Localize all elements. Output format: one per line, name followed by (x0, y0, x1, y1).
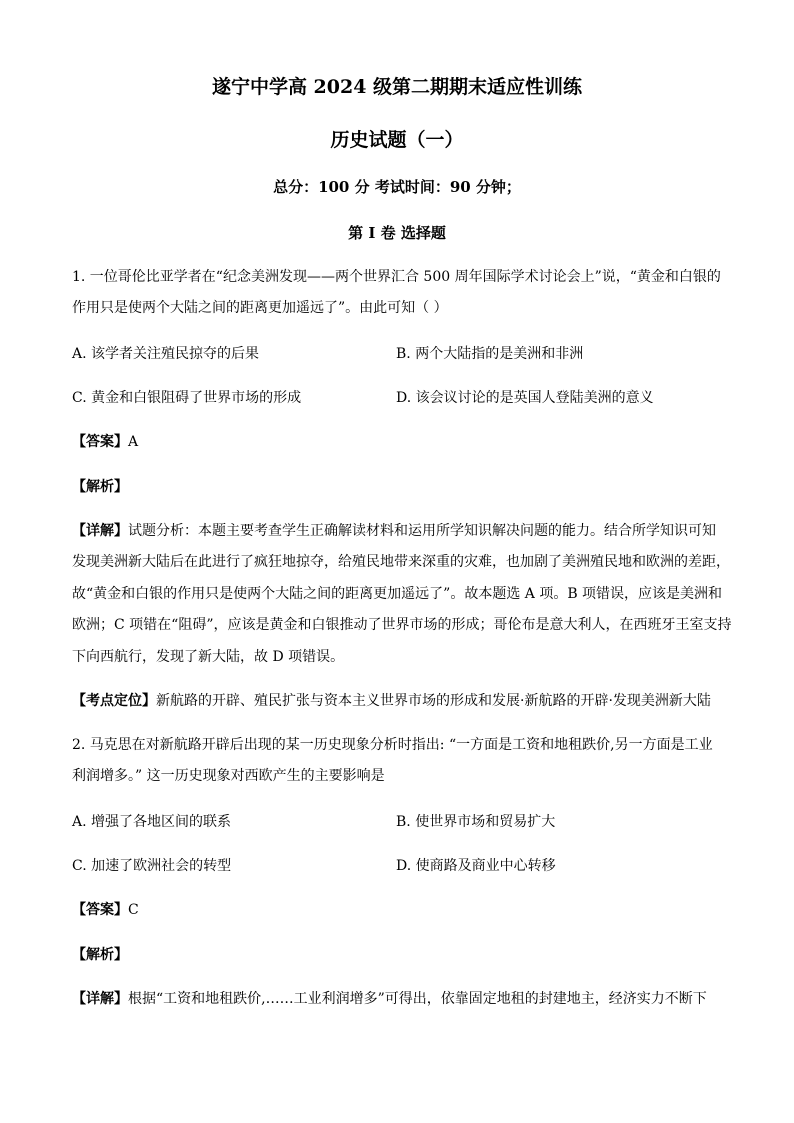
q1-stem-line-2: 作用只是使两个大陆之间的距离更加遥远了”。由此可知（ ） (72, 300, 448, 316)
q1-detail-line-5: 下向西航行，发现了新大陆，故 D 项错误。 (72, 649, 345, 665)
q1-answer (72, 431, 138, 451)
q1-detail-text-1: 试题分析：本题主要考查学生正确解读材料和运用所学知识解决问题的能力。结合所学知识可知 (128, 523, 716, 539)
q1-detail-line-2: 发现美洲新大陆后在此进行了疯狂地掠夺，给殖民地带来深重的灾难，也加剧了美洲殖民地和欧洲的差距， (72, 554, 730, 570)
q2-option-b: B. 使世界市场和贸易扩大 (396, 814, 556, 830)
section-heading: 第 I 卷 选择题 (348, 224, 446, 242)
q2-detail-line-1 (72, 988, 707, 1008)
q1-detail-line-4: 欧洲；C 项错在“阻碍”，应该是黄金和白银推动了世界市场的形成；哥伦布是意大利人，在西班牙王室支持 (72, 617, 732, 633)
q2-stem-line-1: 2. 马克思在对新航路开辟后出现的某一历史现象分析时指出: “一方面是工资和地租跌价,另一方面是工业 (72, 737, 713, 753)
q1-point-tag: 【考点定位】 (72, 693, 156, 709)
q1-detail-tag: 【详解】 (72, 523, 128, 539)
q1-option-a: A. 该学者关注殖民掠夺的后果 (72, 346, 260, 362)
q2-detail-tag: 【详解】 (72, 991, 128, 1007)
q1-point (72, 690, 711, 710)
q1-answer-value: A (128, 434, 139, 450)
q2-option-a: A. 增强了各地区间的联系 (72, 814, 232, 830)
q1-answer-tag: 【答案】 (72, 434, 128, 450)
q1-option-d: D. 该会议讨论的是英国人登陆美洲的意义 (396, 390, 654, 406)
q1-option-b: B. 两个大陆指的是美洲和非洲 (396, 346, 584, 362)
q2-detail-text-1: 根据“工资和地租跌价,……工业利润增多”可得出，依靠固定地租的封建地主，经济实力不断下 (128, 991, 707, 1007)
q1-option-c: C. 黄金和白银阻碍了世界市场的形成 (72, 390, 302, 406)
exam-subtitle: 历史试题（一） (330, 129, 464, 151)
q2-answer-value: C (128, 902, 139, 918)
q1-stem-line-1: 1. 一位哥伦比亚学者在“纪念美洲发现——两个世界汇合 500 周年国际学术讨论会上”说，“黄金和白银的 (72, 269, 721, 285)
q2-option-c: C. 加速了欧洲社会的转型 (72, 858, 232, 874)
exam-title: 遂宁中学高 2024 级第二期期末适应性训练 (211, 76, 583, 98)
q1-detail-line-1 (72, 520, 716, 540)
q1-detail-line-3: 故“黄金和白银的作用只是使两个大陆之间的距离更加遥远了”。故本题选 A 项。B 项错误，应该是美洲和 (72, 586, 723, 602)
q2-option-d: D. 使商路及商业中心转移 (396, 858, 556, 874)
q2-stem-line-2: 利润增多。” 这一历史现象对西欧产生的主要影响是 (72, 768, 385, 784)
q1-point-text: 新航路的开辟、殖民扩张与资本主义世界市场的形成和发展·新航路的开辟·发现美洲新大陆 (156, 693, 711, 709)
score-info: 总分：100 分 考试时间：90 分钟； (273, 178, 521, 196)
q2-answer-tag: 【答案】 (72, 902, 128, 918)
q2-answer (72, 899, 139, 919)
q2-analysis-tag: 【解析】 (72, 947, 128, 963)
q1-analysis-tag: 【解析】 (72, 479, 128, 495)
